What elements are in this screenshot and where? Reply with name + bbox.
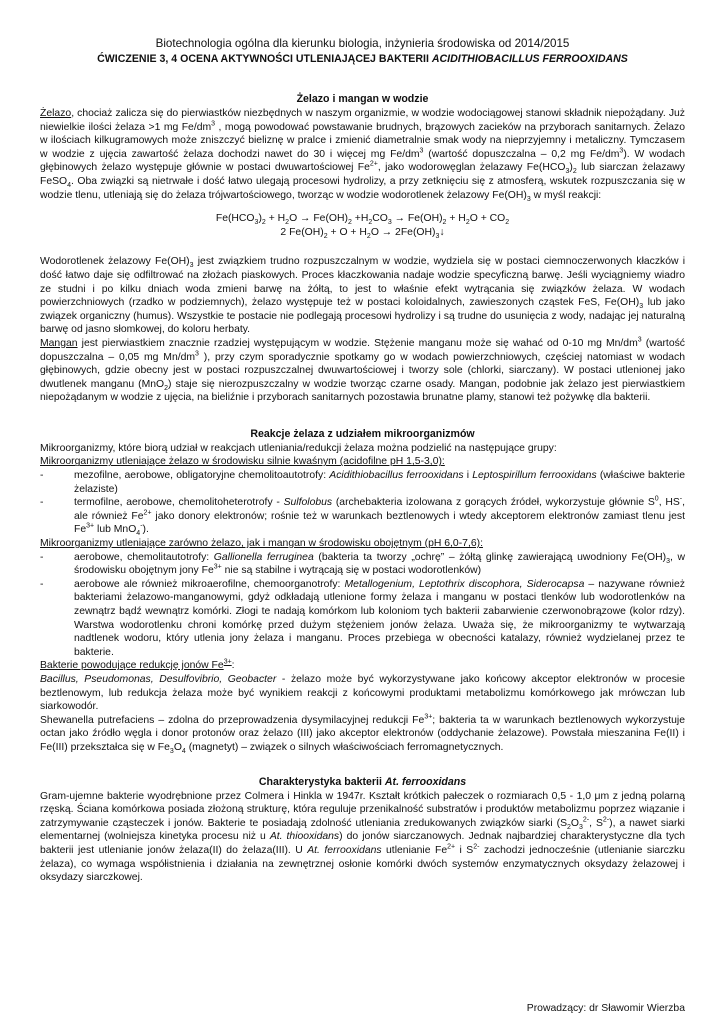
paragraph-manganese: Mangan jest pierwiastkiem znacznie rzadziej występującym w wodzie. Stężenie manganu może się wahać od 0-10 mg $Mn/dm^3$ (wartość dopuszczalna – 0,05 mg $Mn/dm^3$ ), przy czym sporadycznie spotkamy go w wodach powierzchniowych, częściej natomiast w wodach głębinowych, gdzie obecny jest w postaci rozpuszczalnej dwuwartościowej i tworzy sole (chlorki, siarczany). W postaci utlenionej jako dwutlenek manganu (MnO$_2$) staje się nierozpuszczalny w wodzie tworząc czarne osady. Mangan, podobnie jak żelazo jest pierwiastkiem niepożądanym w wodzie z ujęcia, na bieliźnie i przyborach sanitarnych pozostawia brunatne plamy, stanowi też pożywkę dla bakterii. (40, 336, 686, 404)
lecturer-signature: Prowadzący: dr Sławomir Wierzba (526, 1003, 685, 1014)
group-acidophilic-list (40, 469, 685, 537)
group-acidophilic-title: Mikroorganizmy utleniające żelazo w środowisku silnie kwaśnym (acidofilne pH 1,5-3,0): (40, 456, 445, 468)
equation-1: $Fe(HCO_3)_2 + H_2O \to Fe(OH)_2 +H_2CO_3 \to Fe(OH)_2 + H_2O + CO_2$ (215, 213, 510, 227)
section-title-microbial-reactions: Reakcje żelaza z udziałem mikroorganizmów (250, 427, 475, 440)
document-header (40, 36, 685, 66)
reaction-equations (40, 212, 685, 239)
paragraph-reducing-genera: Bacillus, Pseudomonas, Desulfovibrio, Geobacter - żelazo może być wykorzystywane jako końcowy akceptor elektronów w procesie beztlenowym, lub redukcja żelaza może być wynikiem reakcji z końcowymi produktami metabolizmu komórkowego jak mrówczan lub siarkowodór. (40, 673, 685, 713)
groups-intro: Mikroorganizmy, które biorą udział w reakcjach utleniania/redukcji żelaza można podzielić na następujące grupy: (40, 442, 557, 454)
list-item: - aerobowe ale również mikroaerofilne, chemoorganotrofy: Metallogenium, Leptothrix discophora, Siderocapsa – nazywane również bakteriami żelazowo-manganowymi, gdyż odkładają utlenione formy żelaza i manganu w postaci tlenków lub wodorotlenków na zewnątrz bądź wewnątrz komórki. Złogi te nadają komórkom lub koloniom tych bakterii zabarwienie czerwonobrązowe (kolor rdzy). Warstwa wodorotlenku chroni komórkę przed dużym stężeniem jonów żelaza. Uważa się, że mikroorganizmy te wytwarzają nadtlenek wodoru, który utlenia jony żelaza i manganu. Proces przebiega w obecności katalazy, również wydzielanej przez te bakterie. (40, 578, 685, 660)
course-title: Biotechnologia ogólna dla kierunku biologia, inżynieria środowiska od 2014/2015 (155, 37, 570, 50)
group-neutral-list (40, 551, 685, 660)
paragraph-shewanella: Shewanella putrefaciens – zdolna do przeprowadzenia dysymilacyjnej redukcji $Fe^{3+}$; bakteria ta w warunkach beztlenowych wykorzystuje octan jako źródło węgla i donor protonów oraz żelazo (III) jako akceptor elektronów (oddychanie żelazowe). Powstała mieszanina Fe(II) i Fe(III) przekształca się w $Fe_3O_4$ (magnetyt) – związek o silnych właściwościach ferromagnetycznych. (40, 713, 685, 756)
group-reducing-title: Bakterie powodujące redukcję jonów $Fe^{3+}$: (40, 658, 235, 672)
list-item: - mezofilne, aerobowe, obligatoryjne chemolitoautotrofy: Acidithiobacillus ferrooxidans i Leptospirillum ferrooxidans (właściwe bakterie żelaziste) (40, 469, 685, 496)
section-title-iron-manganese: Żelazo i mangan w wodzie (296, 93, 429, 105)
paragraph-characteristics: Gram-ujemne bakterie wyodrębnione przez Colmera i Hinkla w 1947r. Kształt krótkich pałeczek o rozmiarach 0,5 - 1,0 μm z jedną polarną rzęską. Ściana komórkowa posiada złożoną strukturę, która reguluje przenikalność substratów i produktów metabolizmu poprzez wiązanie i zatrzymywanie cząsteczek i jonów. Bakterie te posiadają zdolność utleniania zredukowanych związków siarki ($S_2O_3^{2-}$, $S^{2-}$), a nawet siarki elementarnej (wolniejsza kinetyka procesu niż u At. thiooxidans) do jonów siarczanowych. Jednak najbardziej charakterystyczne dla tych bakterii jest utlenianie jonów żelaza(II) do żelaza(III). U At. ferrooxidans utlenianie $Fe^{2+}$ i $S^{2-}$ zachodzi jednocześnie (utlenianie siarczku żelaza), co wymaga współistnienia i działania na zewnętrznej osłonie komórki dwóch systemów enzymatycznych oksydazy żelazowej i oksydazy siarczkowej. (40, 790, 686, 884)
exercise-title: ĆWICZENIE 3, 4 OCENA AKTYWNOŚCI UTLENIAJĄCEJ BAKTERII ACIDITHIOBACILLUS FERROOXIDANS (97, 53, 628, 65)
paragraph-iron-hydroxide: Wodorotlenek żelazowy $Fe(OH)_3$ jest związkiem trudno rozpuszczalnym w wodzie, wydziela się w postaci ciemnoczerwonych kłaczków i dość łatwo daje się odfiltrować na złożach piaskowych. Proces kłaczkowania nadaje wodzie specyficzną barwę. Jeśli wyciągniemy wiadro ze studni i po kilku dniach woda zmieni barwę na żółtą, to jest to właśnie efekt wytrącania się związków żelaza. W wodach powierzchniowych (rzadko w podziemnych), żelazo występuje też w postaci koloidalnych, zawieszonych cząstek FeS, $Fe(OH)_3$ lub jako związek organiczny (humus). Wszystkie te postacie nie podlegają procesowi hydrolizy i są trudne do usunięcia z wody, nadając jej naturalną barwę od jasno słomkowej, do koloru herbaty. (40, 256, 686, 336)
section-title-characteristics: Charakterystyka bakterii At. ferrooxidans (258, 775, 467, 788)
equation-2: 2 $Fe(OH)_2 + O + H_2O$ → $2Fe(OH)_3↓$ (280, 226, 445, 240)
list-item: - termofilne, aerobowe, chemolitoheterotrofy - Sulfolobus (archebakteria izolowana z gorących źródeł, wykorzystuje głównie $S^0$, HS-, ale również $Fe^{2+}$ jako donory elektronów; rośnie też w warunkach beztlenowych i wtedy akceptorem elektronów zamiast tlenu jest $Fe^{3+}$ lub MnO$_4$-). (40, 496, 685, 537)
list-item: - aerobowe, chemolitautotrofy: Gallionella ferruginea (bakteria ta tworzy „ochrę” – żółtą glinkę zawierającą uwodniony $Fe(OH)_3$, w środowisku obojętnym jony $Fe^{3+}$ nie są stabilne i wytrącają się w postaci wodorotlenków) (40, 551, 685, 578)
paragraph-iron: Żelazo, chociaż zalicza się do pierwiastków niezbędnych w naszym organizmie, w wodzie wodociągowej stanowi składnik niepożądany. Już niewielkie ilości żelaza >1 mg $Fe/dm^3$ , mogą powodować powstawanie brudnych, brązowych zacieków na przyborach sanitarnych. Żelazo w ilościach kilkugramowych może zniszczyć bieliznę w pralce i zmienić diametralnie smak wody na nieprzyjemny i metaliczny. Tymczasem w wodzie z ujęcia zawartość żelaza dochodzi nawet do 30 i więcej mg $Fe/dm^3$ (wartość dopuszczalna – 0,2 mg $Fe/dm^3$). W wodach głębinowych żelazo występuje głównie w postaci dwuwartościowej $Fe^{2+}$, jako wodorowęglan żelazawy $Fe(HCO_3)_2$ lub siarczan żelazawy FeSO$_4$. Oba związki są nietrwałe i dość łatwo ulegają procesowi hydrolizy, a przy zetknięciu się z atmosferą, wskutek rozpuszczania się w wodzie tlenu, utleniają się do żelaza trójwartościowego, tworząc w wodzie wodorotlenek żelazowy $Fe(OH)_3$ w myśl reakcji: (40, 108, 686, 203)
group-neutral-title: Mikroorganizmy utleniające zarówno żelazo, jak i mangan w środowisku obojętnym (pH 6,0-7,6): (40, 538, 483, 550)
